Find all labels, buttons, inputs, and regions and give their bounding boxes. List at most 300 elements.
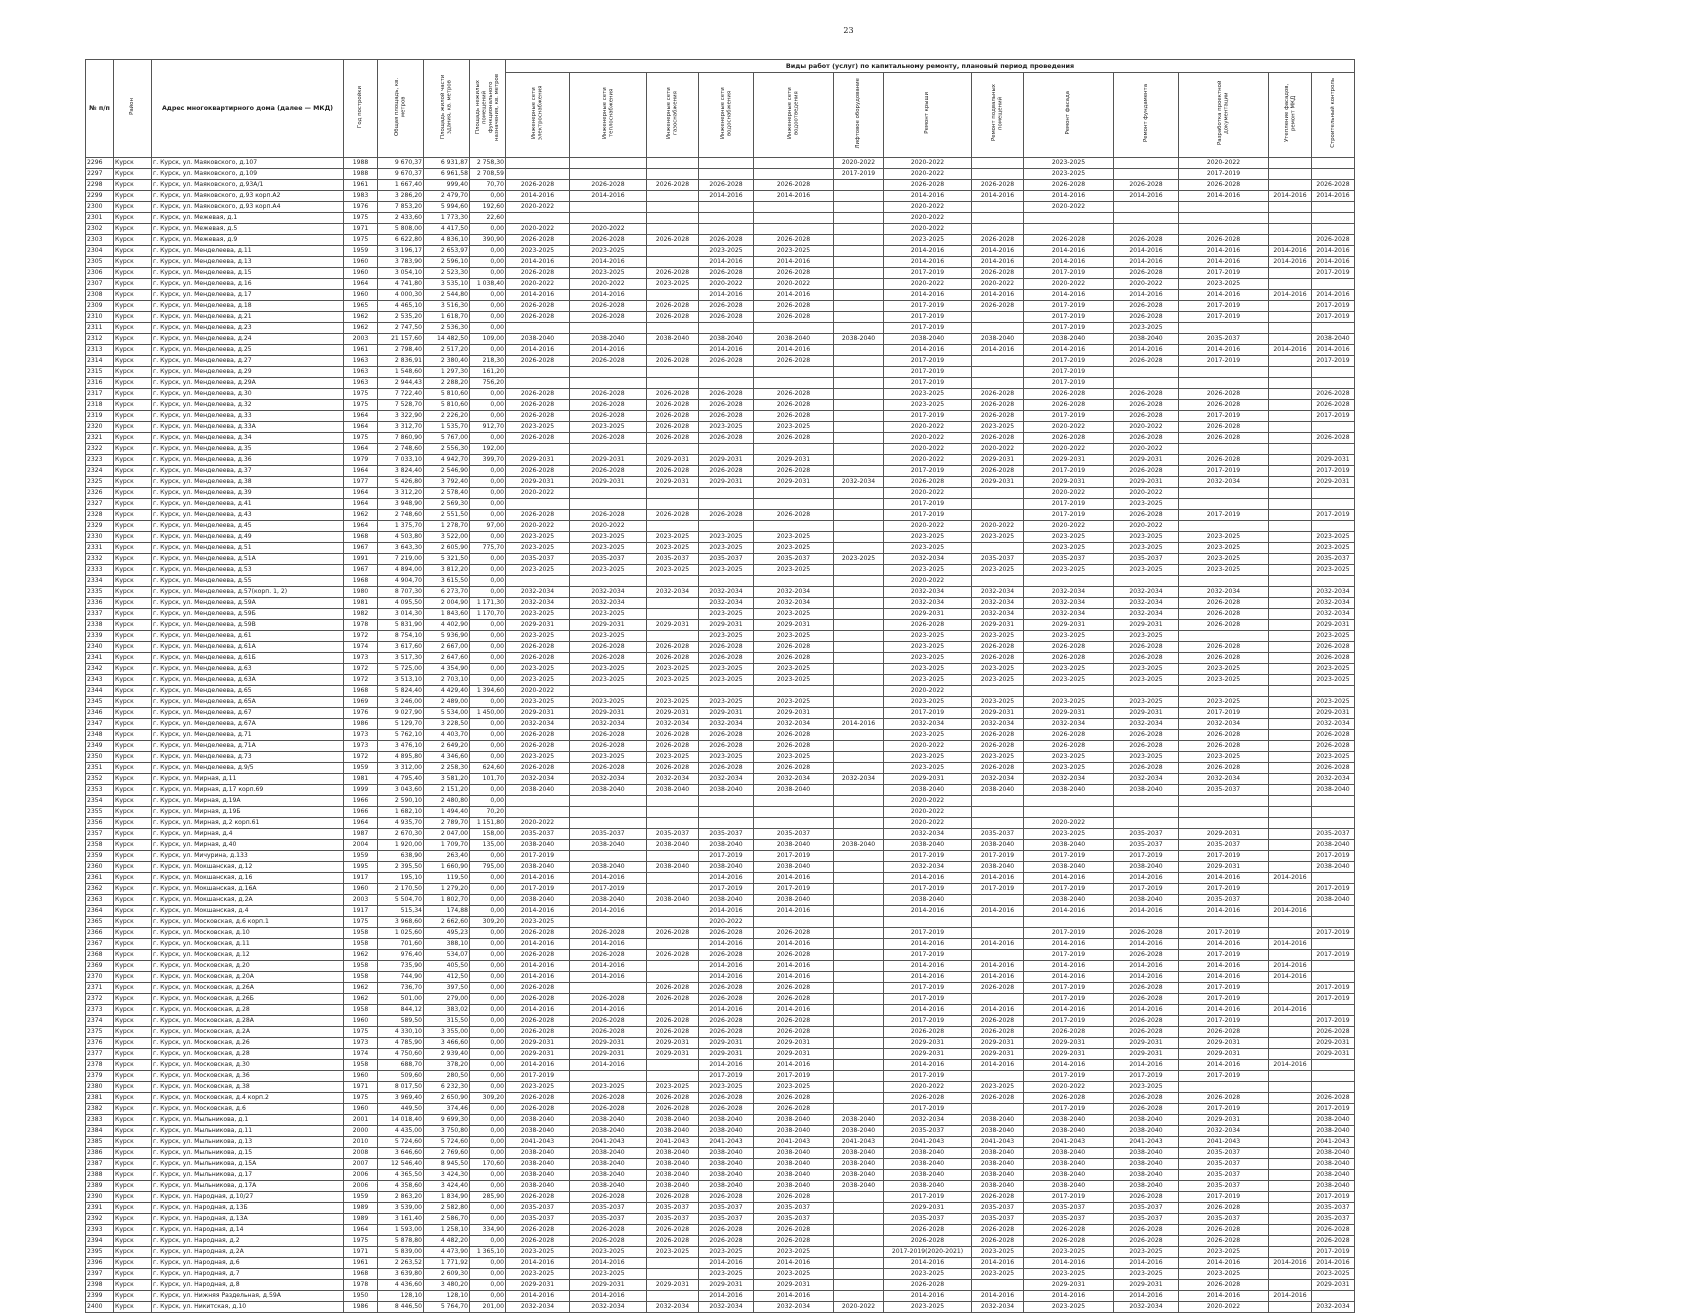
- cell-work-period: [972, 796, 1024, 807]
- cell-n: 2366: [86, 928, 114, 939]
- cell-district: Курск: [114, 466, 152, 477]
- cell-work-period: 2020-2022: [884, 796, 972, 807]
- cell-work-period: 2038-2040: [647, 895, 699, 906]
- header-basement-repair: Ремонт подвальных помещений: [972, 73, 1024, 158]
- cell-year: 2004: [344, 840, 378, 851]
- cell-n: 2377: [86, 1049, 114, 1060]
- cell-work-period: [699, 323, 754, 334]
- cell-total-area: 7 722,40: [378, 389, 424, 400]
- cell-work-period: [1269, 994, 1312, 1005]
- cell-nonres-area: 0,00: [470, 1258, 506, 1269]
- cell-work-period: 2026-2028: [570, 510, 647, 521]
- cell-work-period: 2026-2028: [570, 653, 647, 664]
- cell-work-period: 2023-2025: [972, 422, 1024, 433]
- cell-work-period: 2038-2040: [647, 334, 699, 345]
- table-row: [86, 1181, 1355, 1192]
- cell-work-period: 2023-2025: [754, 246, 834, 257]
- cell-work-period: 2038-2040: [834, 840, 884, 851]
- cell-work-period: 2017-2019: [1179, 884, 1269, 895]
- cell-work-period: 2026-2028: [647, 235, 699, 246]
- cell-work-period: 2020-2022: [884, 444, 972, 455]
- cell-year: 1973: [344, 653, 378, 664]
- cell-work-period: [1114, 224, 1179, 235]
- cell-work-period: 2038-2040: [699, 785, 754, 796]
- cell-living-area: 3 228,50: [424, 719, 470, 730]
- cell-work-period: [754, 378, 834, 389]
- cell-n: 2297: [86, 169, 114, 180]
- cell-district: Курск: [114, 455, 152, 466]
- cell-work-period: 2014-2016: [754, 191, 834, 202]
- cell-work-period: 2038-2040: [884, 895, 972, 906]
- cell-work-period: 2035-2037: [972, 1203, 1024, 1214]
- cell-nonres-area: 399,70: [470, 455, 506, 466]
- cell-year: 1958: [344, 1005, 378, 1016]
- cell-work-period: [1269, 895, 1312, 906]
- cell-work-period: 2026-2028: [754, 730, 834, 741]
- cell-work-period: 2017-2019: [1312, 268, 1355, 279]
- cell-work-period: [1312, 939, 1355, 950]
- cell-work-period: 2023-2025: [647, 1082, 699, 1093]
- cell-nonres-area: 0,00: [470, 994, 506, 1005]
- cell-living-area: 5 534,00: [424, 708, 470, 719]
- cell-address: г. Курск, ул. Московская, д.2А: [152, 1027, 344, 1038]
- cell-work-period: 2038-2040: [699, 1159, 754, 1170]
- cell-work-period: 2038-2040: [1024, 334, 1114, 345]
- cell-work-period: [647, 686, 699, 697]
- cell-work-period: [754, 213, 834, 224]
- cell-work-period: 2023-2025: [699, 543, 754, 554]
- cell-work-period: [1269, 224, 1312, 235]
- cell-district: Курск: [114, 785, 152, 796]
- cell-work-period: 2017-2019: [884, 884, 972, 895]
- cell-work-period: 2038-2040: [1024, 1181, 1114, 1192]
- cell-work-period: 2026-2028: [1114, 510, 1179, 521]
- cell-living-area: 3 466,60: [424, 1038, 470, 1049]
- cell-work-period: 2023-2025: [884, 653, 972, 664]
- cell-work-period: [834, 906, 884, 917]
- cell-address: г. Курск, ул. Менделеева, д.61: [152, 631, 344, 642]
- cell-work-period: 2023-2025: [1114, 631, 1179, 642]
- cell-work-period: 2026-2028: [699, 312, 754, 323]
- cell-work-period: 2014-2016: [1024, 1291, 1114, 1302]
- cell-work-period: 2026-2028: [754, 1225, 834, 1236]
- cell-work-period: 2020-2022: [1024, 1082, 1114, 1093]
- cell-nonres-area: 0,00: [470, 675, 506, 686]
- cell-work-period: 2035-2037: [1179, 840, 1269, 851]
- cell-work-period: [1269, 422, 1312, 433]
- cell-total-area: 4 358,60: [378, 1181, 424, 1192]
- cell-living-area: 9 699,30: [424, 1115, 470, 1126]
- cell-work-period: 2014-2016: [1114, 246, 1179, 257]
- cell-work-period: 2026-2028: [884, 1280, 972, 1291]
- cell-year: 1962: [344, 950, 378, 961]
- cell-work-period: 2026-2028: [1024, 1027, 1114, 1038]
- cell-address: г. Курск, ул. Межевая, д.9: [152, 235, 344, 246]
- cell-work-period: 2029-2031: [1179, 1038, 1269, 1049]
- cell-work-period: 2026-2028: [754, 268, 834, 279]
- cell-nonres-area: 0,00: [470, 972, 506, 983]
- cell-nonres-area: 0,00: [470, 1170, 506, 1181]
- cell-work-period: 2014-2016: [1114, 1005, 1179, 1016]
- cell-work-period: 2026-2028: [1179, 389, 1269, 400]
- cell-address: г. Курск, ул. Маяковского, д.93 корп.А2: [152, 191, 344, 202]
- cell-work-period: 2014-2016: [699, 257, 754, 268]
- cell-work-period: 2014-2016: [972, 345, 1024, 356]
- cell-work-period: [647, 884, 699, 895]
- cell-work-period: [754, 202, 834, 213]
- cell-work-period: 2014-2016: [972, 1258, 1024, 1269]
- cell-work-period: 2026-2028: [506, 1225, 570, 1236]
- cell-n: 2336: [86, 598, 114, 609]
- cell-work-period: 2032-2034: [647, 587, 699, 598]
- cell-work-period: 2029-2031: [1114, 455, 1179, 466]
- cell-work-period: 2023-2025: [699, 631, 754, 642]
- cell-work-period: 2014-2016: [1179, 939, 1269, 950]
- cell-living-area: 5 810,60: [424, 400, 470, 411]
- cell-work-period: 2026-2028: [570, 642, 647, 653]
- cell-address: г. Курск, ул. Межевая, д.5: [152, 224, 344, 235]
- cell-n: 2384: [86, 1126, 114, 1137]
- cell-district: Курск: [114, 1214, 152, 1225]
- cell-year: 1982: [344, 609, 378, 620]
- cell-work-period: 2017-2019: [1179, 466, 1269, 477]
- cell-work-period: 2014-2016: [972, 1060, 1024, 1071]
- cell-work-period: [647, 796, 699, 807]
- cell-work-period: 2014-2016: [506, 1291, 570, 1302]
- cell-work-period: [972, 1280, 1024, 1291]
- cell-work-period: 2029-2031: [754, 455, 834, 466]
- cell-year: 1976: [344, 202, 378, 213]
- cell-total-area: 2 748,60: [378, 444, 424, 455]
- cell-work-period: [834, 1027, 884, 1038]
- cell-work-period: [1269, 1236, 1312, 1247]
- cell-address: г. Курск, ул. Мичурина, д.133: [152, 851, 344, 862]
- cell-work-period: 2026-2028: [972, 1027, 1024, 1038]
- cell-work-period: 2014-2016: [506, 1060, 570, 1071]
- cell-work-period: 2038-2040: [570, 1181, 647, 1192]
- cell-work-period: [1179, 917, 1269, 928]
- cell-work-period: 2023-2025: [1114, 543, 1179, 554]
- cell-work-period: 2032-2034: [570, 774, 647, 785]
- cell-address: г. Курск, ул. Менделеева, д.11: [152, 246, 344, 257]
- cell-work-period: 2029-2031: [506, 477, 570, 488]
- cell-work-period: 2017-2019: [1024, 301, 1114, 312]
- cell-district: Курск: [114, 609, 152, 620]
- cell-work-period: 2014-2016: [884, 1005, 972, 1016]
- cell-work-period: 2023-2025: [884, 631, 972, 642]
- cell-work-period: [972, 202, 1024, 213]
- cell-year: 1963: [344, 356, 378, 367]
- cell-work-period: 2017-2019: [1179, 1192, 1269, 1203]
- cell-work-period: 2026-2028: [647, 1027, 699, 1038]
- cell-work-period: 2026-2028: [647, 983, 699, 994]
- cell-work-period: 2038-2040: [699, 895, 754, 906]
- cell-work-period: [699, 378, 754, 389]
- cell-work-period: 2038-2040: [647, 1115, 699, 1126]
- cell-work-period: 2014-2016: [1269, 246, 1312, 257]
- cell-n: 2330: [86, 532, 114, 543]
- cell-work-period: 2038-2040: [647, 1181, 699, 1192]
- cell-n: 2315: [86, 367, 114, 378]
- cell-work-period: 2032-2034: [884, 598, 972, 609]
- cell-work-period: 2017-2019: [1024, 268, 1114, 279]
- cell-work-period: [647, 246, 699, 257]
- cell-address: г. Курск, ул. Менделеева, д.16: [152, 279, 344, 290]
- cell-work-period: [647, 521, 699, 532]
- cell-work-period: 2023-2025: [1114, 565, 1179, 576]
- cell-work-period: [834, 488, 884, 499]
- table-row: [86, 356, 1355, 367]
- cell-year: 1975: [344, 1093, 378, 1104]
- cell-work-period: 2014-2016: [570, 972, 647, 983]
- cell-work-period: 2020-2022: [506, 686, 570, 697]
- cell-work-period: 2023-2025: [1179, 532, 1269, 543]
- cell-total-area: 4 741,80: [378, 279, 424, 290]
- cell-district: Курск: [114, 840, 152, 851]
- cell-work-period: [1312, 576, 1355, 587]
- cell-district: Курск: [114, 334, 152, 345]
- cell-address: г. Курск, ул. Менделеева, д.33: [152, 411, 344, 422]
- cell-nonres-area: 0,00: [470, 983, 506, 994]
- table-row: [86, 400, 1355, 411]
- cell-living-area: 1 278,70: [424, 521, 470, 532]
- cell-work-period: 2020-2022: [699, 279, 754, 290]
- table-row: [86, 444, 1355, 455]
- cell-year: 1960: [344, 1071, 378, 1082]
- cell-work-period: 2026-2028: [1312, 400, 1355, 411]
- cell-work-period: 2014-2016: [699, 1258, 754, 1269]
- table-row: [86, 180, 1355, 191]
- cell-nonres-area: 0,00: [470, 1214, 506, 1225]
- cell-work-period: 2035-2037: [1114, 840, 1179, 851]
- cell-work-period: [972, 686, 1024, 697]
- cell-work-period: 2026-2028: [754, 411, 834, 422]
- cell-district: Курск: [114, 587, 152, 598]
- cell-work-period: 2017-2019: [506, 851, 570, 862]
- cell-work-period: 2026-2028: [1312, 1225, 1355, 1236]
- cell-work-period: 2026-2028: [1114, 433, 1179, 444]
- table-row: [86, 477, 1355, 488]
- cell-living-area: 315,50: [424, 1016, 470, 1027]
- cell-work-period: 2014-2016: [699, 1060, 754, 1071]
- cell-work-period: 2023-2025: [1312, 565, 1355, 576]
- cell-work-period: 2014-2016: [884, 1291, 972, 1302]
- cell-work-period: 2038-2040: [972, 1181, 1024, 1192]
- cell-work-period: 2032-2034: [972, 587, 1024, 598]
- cell-total-area: 3 639,80: [378, 1269, 424, 1280]
- table-row: [86, 884, 1355, 895]
- cell-work-period: 2026-2028: [647, 466, 699, 477]
- cell-work-period: 2020-2022: [506, 279, 570, 290]
- cell-total-area: 12 546,40: [378, 1159, 424, 1170]
- cell-address: г. Курск, ул. Мокшанская, д.16А: [152, 884, 344, 895]
- cell-work-period: 2026-2028: [1312, 1093, 1355, 1104]
- cell-address: г. Курск, ул. Московская, д.6: [152, 1104, 344, 1115]
- cell-total-area: 5 839,00: [378, 1247, 424, 1258]
- cell-work-period: 2026-2028: [1024, 400, 1114, 411]
- cell-year: 1989: [344, 1214, 378, 1225]
- cell-work-period: 2035-2037: [1179, 1159, 1269, 1170]
- cell-total-area: 2 263,52: [378, 1258, 424, 1269]
- cell-work-period: [1269, 499, 1312, 510]
- cell-year: 2006: [344, 1181, 378, 1192]
- cell-work-period: [1114, 796, 1179, 807]
- cell-work-period: 2017-2019: [1024, 411, 1114, 422]
- table-row: [86, 1280, 1355, 1291]
- cell-nonres-area: 912,70: [470, 422, 506, 433]
- cell-work-period: 2038-2040: [647, 840, 699, 851]
- cell-work-period: [1114, 367, 1179, 378]
- cell-work-period: [834, 180, 884, 191]
- cell-living-area: 2 662,60: [424, 917, 470, 928]
- cell-work-period: 2023-2025: [647, 279, 699, 290]
- cell-work-period: [647, 873, 699, 884]
- cell-work-period: [1024, 917, 1114, 928]
- cell-work-period: 2023-2025: [1024, 763, 1114, 774]
- cell-work-period: [1312, 818, 1355, 829]
- cell-work-period: [834, 1060, 884, 1071]
- cell-work-period: 2041-2043: [570, 1137, 647, 1148]
- cell-nonres-area: 0,00: [470, 301, 506, 312]
- cell-address: г. Курск, ул. Мыльникова, д.11: [152, 1126, 344, 1137]
- cell-work-period: [1114, 917, 1179, 928]
- cell-living-area: 2 586,70: [424, 1214, 470, 1225]
- cell-work-period: 2014-2016: [1114, 290, 1179, 301]
- cell-work-period: 2026-2028: [647, 301, 699, 312]
- cell-work-period: 2014-2016: [506, 972, 570, 983]
- cell-work-period: 2029-2031: [1024, 1038, 1114, 1049]
- cell-work-period: 2023-2025: [884, 730, 972, 741]
- cell-total-area: 9 670,37: [378, 169, 424, 180]
- cell-address: г. Курск, ул. Мокшанская, д.2А: [152, 895, 344, 906]
- cell-work-period: 2026-2028: [754, 1192, 834, 1203]
- cell-work-period: 2038-2040: [1024, 1159, 1114, 1170]
- cell-n: 2341: [86, 653, 114, 664]
- cell-work-period: [1312, 796, 1355, 807]
- cell-work-period: 2026-2028: [1179, 180, 1269, 191]
- cell-work-period: 2041-2043: [834, 1137, 884, 1148]
- cell-work-period: 2035-2037: [1179, 785, 1269, 796]
- cell-work-period: 2035-2037: [1024, 554, 1114, 565]
- cell-total-area: 2 395,50: [378, 862, 424, 873]
- cell-n: 2370: [86, 972, 114, 983]
- cell-work-period: 2026-2028: [570, 994, 647, 1005]
- cell-work-period: [1269, 235, 1312, 246]
- header-total-area: Общая площадь, кв. метров: [378, 60, 424, 158]
- cell-work-period: [834, 609, 884, 620]
- cell-work-period: 2014-2016: [754, 906, 834, 917]
- table-row: [86, 1203, 1355, 1214]
- cell-work-period: [972, 158, 1024, 169]
- cell-work-period: 2029-2031: [1024, 477, 1114, 488]
- cell-work-period: 2026-2028: [1024, 1093, 1114, 1104]
- cell-n: 2364: [86, 906, 114, 917]
- table-row: [86, 631, 1355, 642]
- cell-work-period: [972, 488, 1024, 499]
- cell-n: 2359: [86, 851, 114, 862]
- cell-work-period: [1269, 686, 1312, 697]
- cell-year: 1961: [344, 345, 378, 356]
- cell-living-area: 3 750,80: [424, 1126, 470, 1137]
- cell-nonres-area: 1 151,80: [470, 818, 506, 829]
- cell-work-period: 2017-2019: [884, 323, 972, 334]
- cell-work-period: [754, 169, 834, 180]
- cell-year: 1960: [344, 1016, 378, 1027]
- cell-total-area: 3 517,30: [378, 653, 424, 664]
- cell-work-period: 2026-2028: [506, 950, 570, 961]
- cell-work-period: [506, 169, 570, 180]
- cell-n: 2358: [86, 840, 114, 851]
- cell-year: 1917: [344, 906, 378, 917]
- cell-work-period: [647, 345, 699, 356]
- cell-living-area: 2 578,40: [424, 488, 470, 499]
- table-body: [86, 158, 1355, 1313]
- cell-address: г. Курск, ул. Менделеева, д.59Б: [152, 609, 344, 620]
- cell-work-period: 2026-2028: [1024, 1225, 1114, 1236]
- cell-work-period: 2026-2028: [1312, 763, 1355, 774]
- cell-total-area: 501,00: [378, 994, 424, 1005]
- cell-total-area: 2 836,91: [378, 356, 424, 367]
- cell-work-period: 2026-2028: [699, 1225, 754, 1236]
- cell-work-period: [834, 818, 884, 829]
- cell-work-period: [1312, 169, 1355, 180]
- cell-work-period: 2035-2037: [754, 1203, 834, 1214]
- table-row: [86, 851, 1355, 862]
- cell-nonres-area: 161,20: [470, 367, 506, 378]
- cell-nonres-area: 309,20: [470, 917, 506, 928]
- cell-year: 1977: [344, 477, 378, 488]
- cell-living-area: 3 355,00: [424, 1027, 470, 1038]
- cell-district: Курск: [114, 169, 152, 180]
- cell-nonres-area: 0,00: [470, 1181, 506, 1192]
- cell-address: г. Курск, ул. Народная, д.13А: [152, 1214, 344, 1225]
- cell-work-period: [972, 323, 1024, 334]
- cell-year: 1967: [344, 543, 378, 554]
- cell-total-area: 2 670,30: [378, 829, 424, 840]
- cell-work-period: 2020-2022: [884, 807, 972, 818]
- cell-living-area: 2 582,80: [424, 1203, 470, 1214]
- cell-total-area: 7 219,00: [378, 554, 424, 565]
- cell-work-period: [570, 686, 647, 697]
- cell-living-area: 2 596,10: [424, 257, 470, 268]
- cell-living-area: 1 618,70: [424, 312, 470, 323]
- cell-total-area: 7 033,10: [378, 455, 424, 466]
- cell-work-period: 2020-2022: [972, 521, 1024, 532]
- cell-work-period: 2029-2031: [699, 1280, 754, 1291]
- cell-work-period: 2038-2040: [1024, 895, 1114, 906]
- cell-work-period: 2026-2028: [570, 763, 647, 774]
- cell-year: 1980: [344, 587, 378, 598]
- table-row: [86, 1247, 1355, 1258]
- cell-work-period: 2026-2028: [972, 411, 1024, 422]
- table-row: [86, 620, 1355, 631]
- cell-work-period: 2026-2028: [506, 312, 570, 323]
- cell-n: 2342: [86, 664, 114, 675]
- cell-total-area: 4 750,60: [378, 1049, 424, 1060]
- cell-living-area: 5 810,60: [424, 389, 470, 400]
- cell-work-period: [1269, 950, 1312, 961]
- cell-work-period: [1179, 796, 1269, 807]
- cell-living-area: 2 703,10: [424, 675, 470, 686]
- cell-work-period: 2023-2025: [884, 235, 972, 246]
- cell-work-period: 2026-2028: [1179, 455, 1269, 466]
- cell-total-area: 7 860,90: [378, 433, 424, 444]
- cell-work-period: 2029-2031: [570, 1049, 647, 1060]
- cell-work-period: 2038-2040: [834, 1181, 884, 1192]
- cell-work-period: 2014-2016: [754, 1291, 834, 1302]
- cell-work-period: [1269, 697, 1312, 708]
- cell-work-period: [1269, 1115, 1312, 1126]
